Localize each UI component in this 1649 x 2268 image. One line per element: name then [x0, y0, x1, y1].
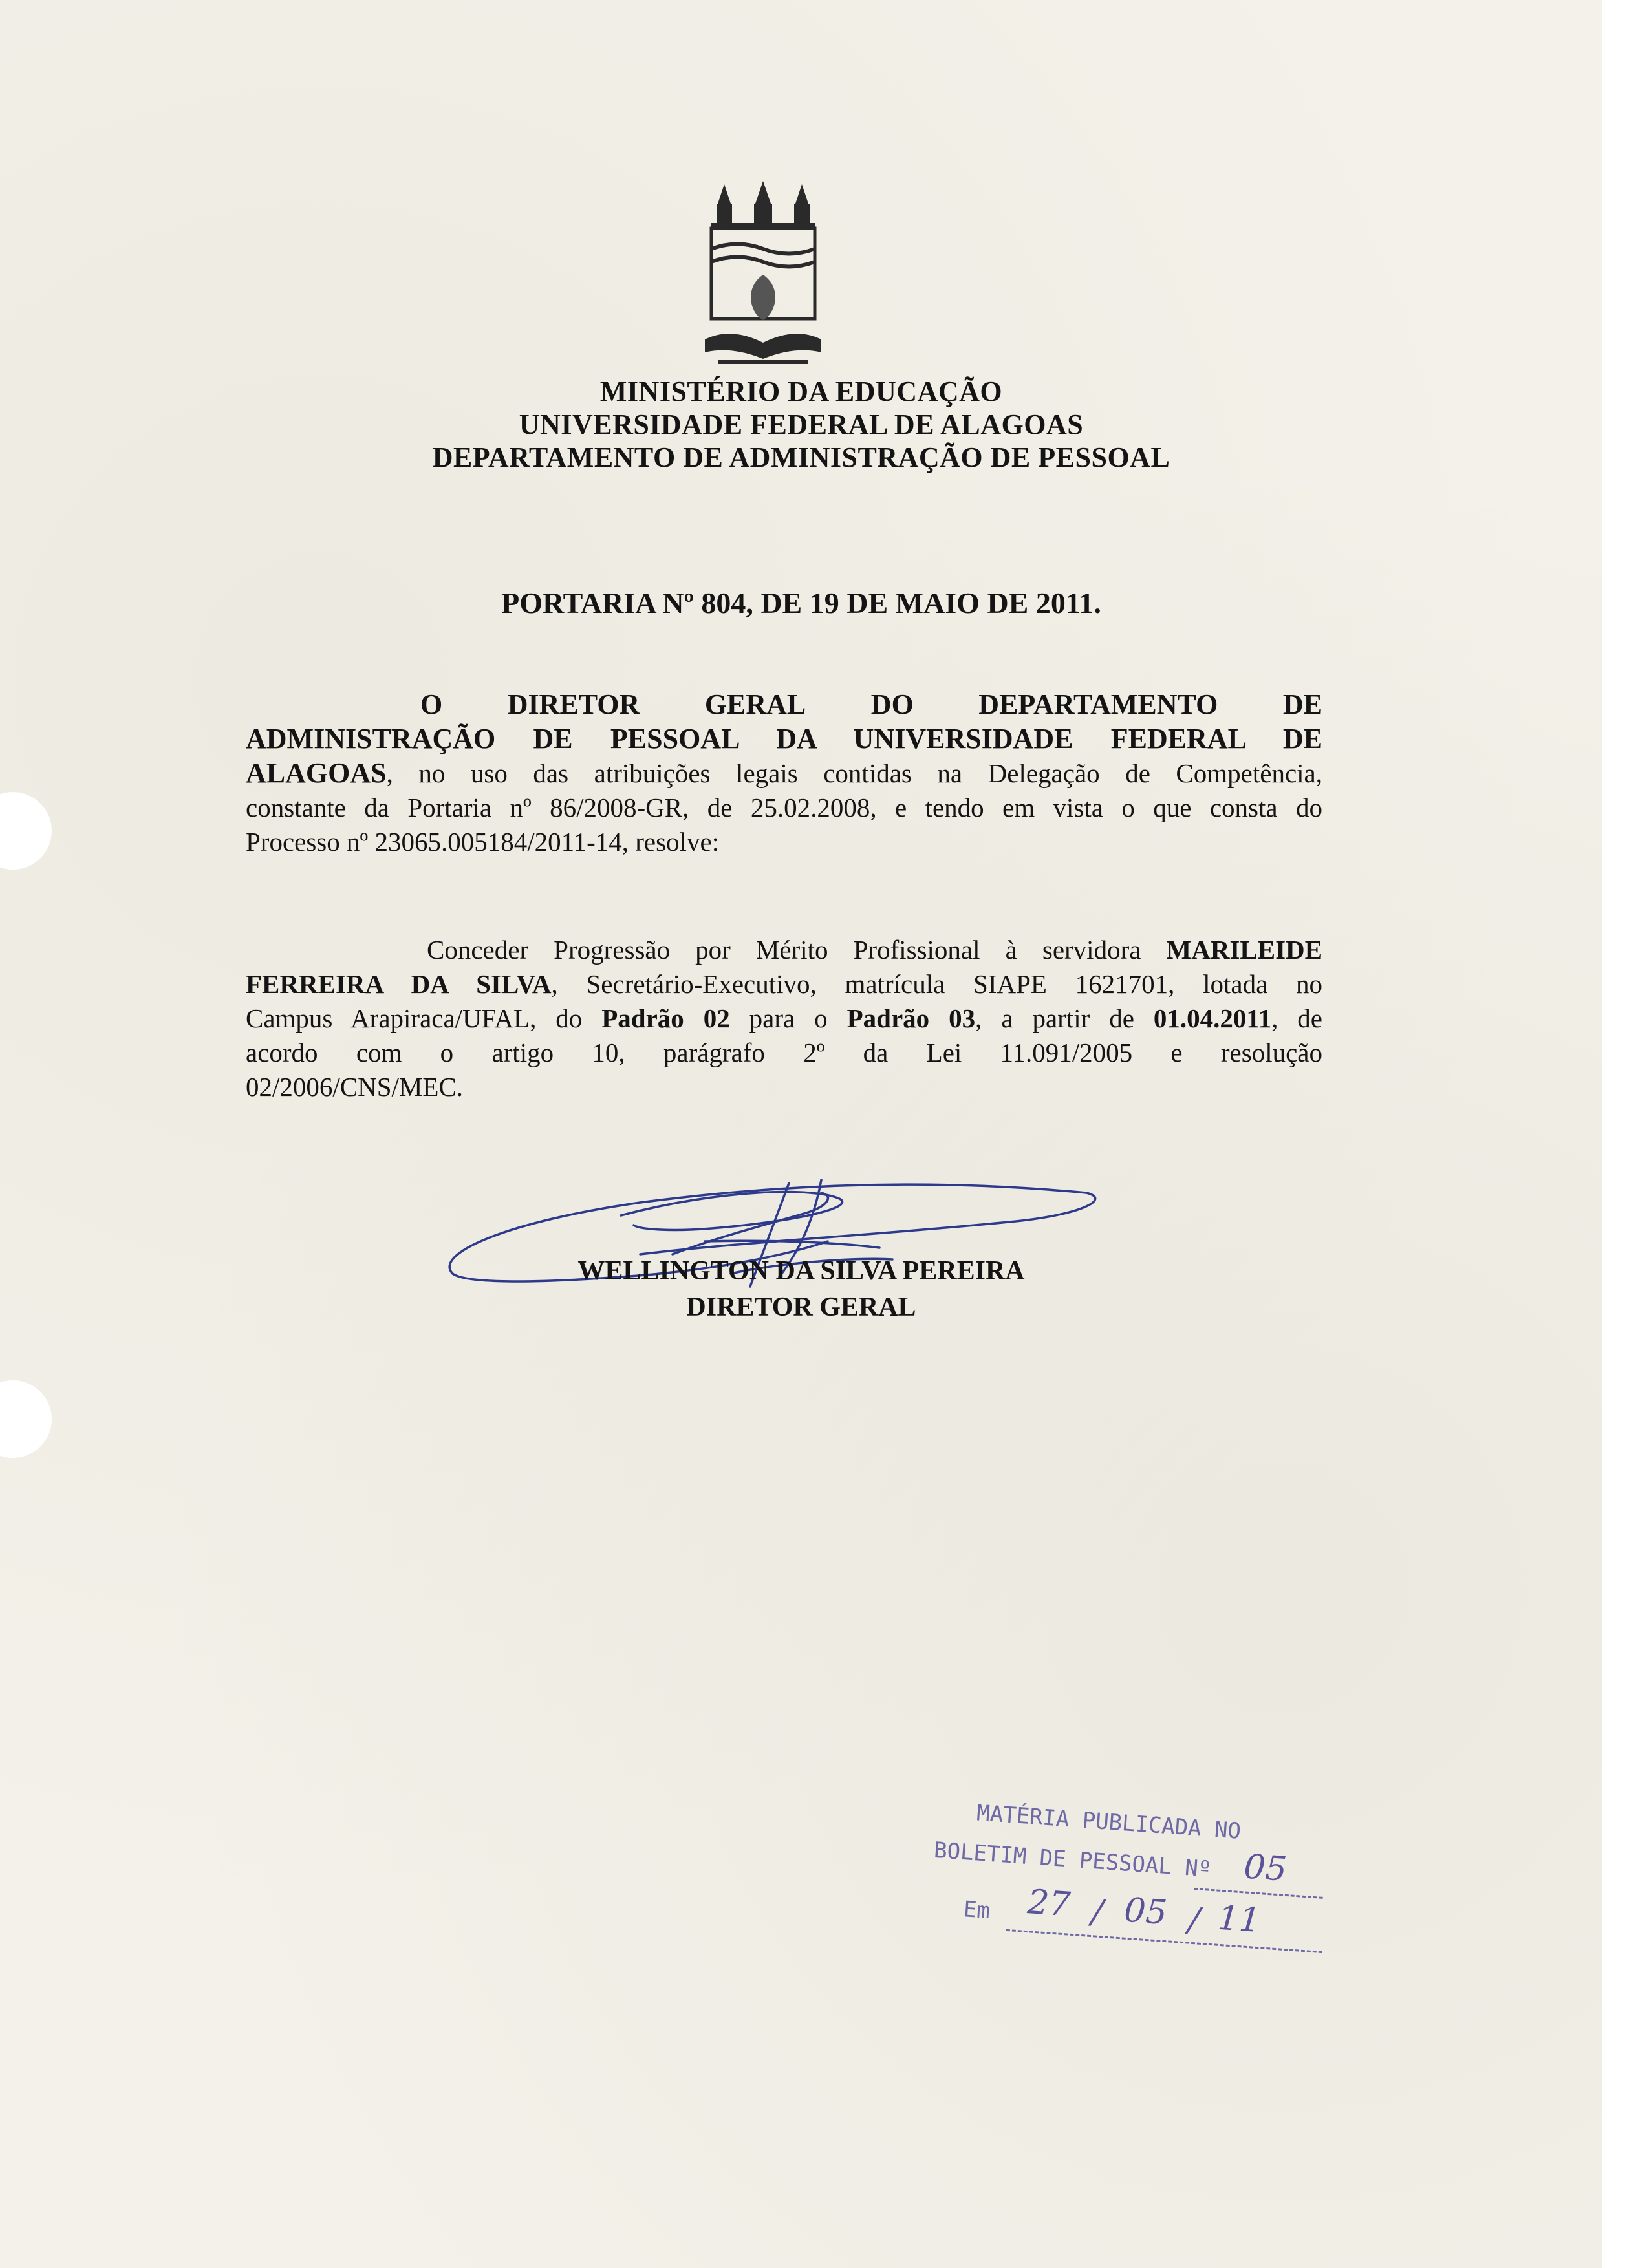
intro-word: DIRETOR [507, 689, 640, 720]
intro-word: DO [870, 689, 914, 720]
letterhead [0, 375, 1602, 474]
intro-line-4: constante da Portaria nº 86/2008-GR, de 25.02.2008, e tendo em vista o que consta do [246, 793, 1322, 822]
publication-stamp [923, 1797, 1357, 2033]
padrao-from: Padrão 02 [601, 1003, 730, 1033]
signer-role: DIRETOR GERAL [686, 1292, 916, 1322]
intro-paragraph [246, 687, 1322, 859]
department-name: DEPARTAMENTO DE ADMINISTRAÇÃO DE PESSOAL [432, 442, 1170, 473]
stamp-date-day: 27 [1026, 1883, 1072, 1925]
punch-hole-bottom [0, 1380, 52, 1458]
punch-hole-top [0, 792, 52, 870]
intro-word: GERAL [704, 689, 806, 720]
intro-text: , no uso das atribuições legais contidas na Delegação de Competência, [386, 758, 1322, 788]
intro-line-2: ADMINISTRAÇÃO DE PESSOAL DA UNIVERSIDADE FEDERAL DE [246, 723, 1322, 754]
body-text: , Secretário-Executivo, matrícula SIAPE 1621701, lotada no [551, 969, 1322, 999]
body-line-4: acordo com o artigo 10, parágrafo 2º da Lei 11.091/2005 e resolução [246, 1038, 1322, 1067]
stamp-date-month: 05 [1123, 1890, 1169, 1933]
stamp-separator: / [1187, 1900, 1202, 1940]
body-text: Campus Arapiraca/UFAL, do [246, 1003, 602, 1033]
body-text: , a partir de [975, 1003, 1154, 1033]
ministry-name: MINISTÉRIO DA EDUCAÇÃO [599, 376, 1003, 407]
body-text: Conceder Progressão por Mérito Profissional à servidora [427, 935, 1167, 965]
intro-alagoas: ALAGOAS [246, 757, 387, 789]
body-line-2 [246, 967, 1322, 1001]
stamp-date-prefix: Em [962, 1896, 991, 1925]
intro-line-1 [246, 687, 1322, 722]
body-line-3 [246, 1001, 1322, 1036]
stamp-date-rule [1006, 1929, 1322, 1953]
intro-word: O [420, 689, 443, 720]
stamp-number-rule [1194, 1888, 1323, 1899]
document-title: PORTARIA Nº 804, DE 19 DE MAIO DE 2011. [501, 586, 1101, 619]
stamp-line-1: MATÉRIA PUBLICADA NO [976, 1800, 1242, 1845]
employee-name-first: MARILEIDE [1166, 935, 1322, 965]
employee-name-rest: FERREIRA DA SILVA [246, 969, 552, 999]
body-line-5: 02/2006/CNS/MEC. [246, 1072, 464, 1102]
signer-name: WELLINGTON DA SILVA PEREIRA [577, 1256, 1025, 1286]
intro-line-3 [246, 756, 1322, 791]
stamp-line-2: BOLETIM DE PESSOAL Nº [932, 1837, 1212, 1883]
stamp-date-year: 11 [1216, 1898, 1262, 1941]
padrao-to: Padrão 03 [846, 1003, 976, 1033]
body-text: para o [729, 1003, 847, 1033]
body-line-1 [246, 933, 1322, 967]
stamp-bulletin-number: 05 [1242, 1847, 1288, 1889]
university-name: UNIVERSIDADE FEDERAL DE ALAGOAS [519, 409, 1084, 440]
body-text: , de [1271, 1003, 1323, 1033]
intro-word: DE [1282, 689, 1322, 720]
intro-word: DEPARTAMENTO [978, 689, 1218, 720]
intro-line-5: Processo nº 23065.005184/2011-14, resolve: [246, 827, 720, 857]
resolution-paragraph [246, 933, 1322, 1104]
effective-date: 01.04.2011 [1153, 1003, 1272, 1033]
ufal-logo [705, 178, 821, 375]
stamp-separator: / [1090, 1892, 1105, 1932]
